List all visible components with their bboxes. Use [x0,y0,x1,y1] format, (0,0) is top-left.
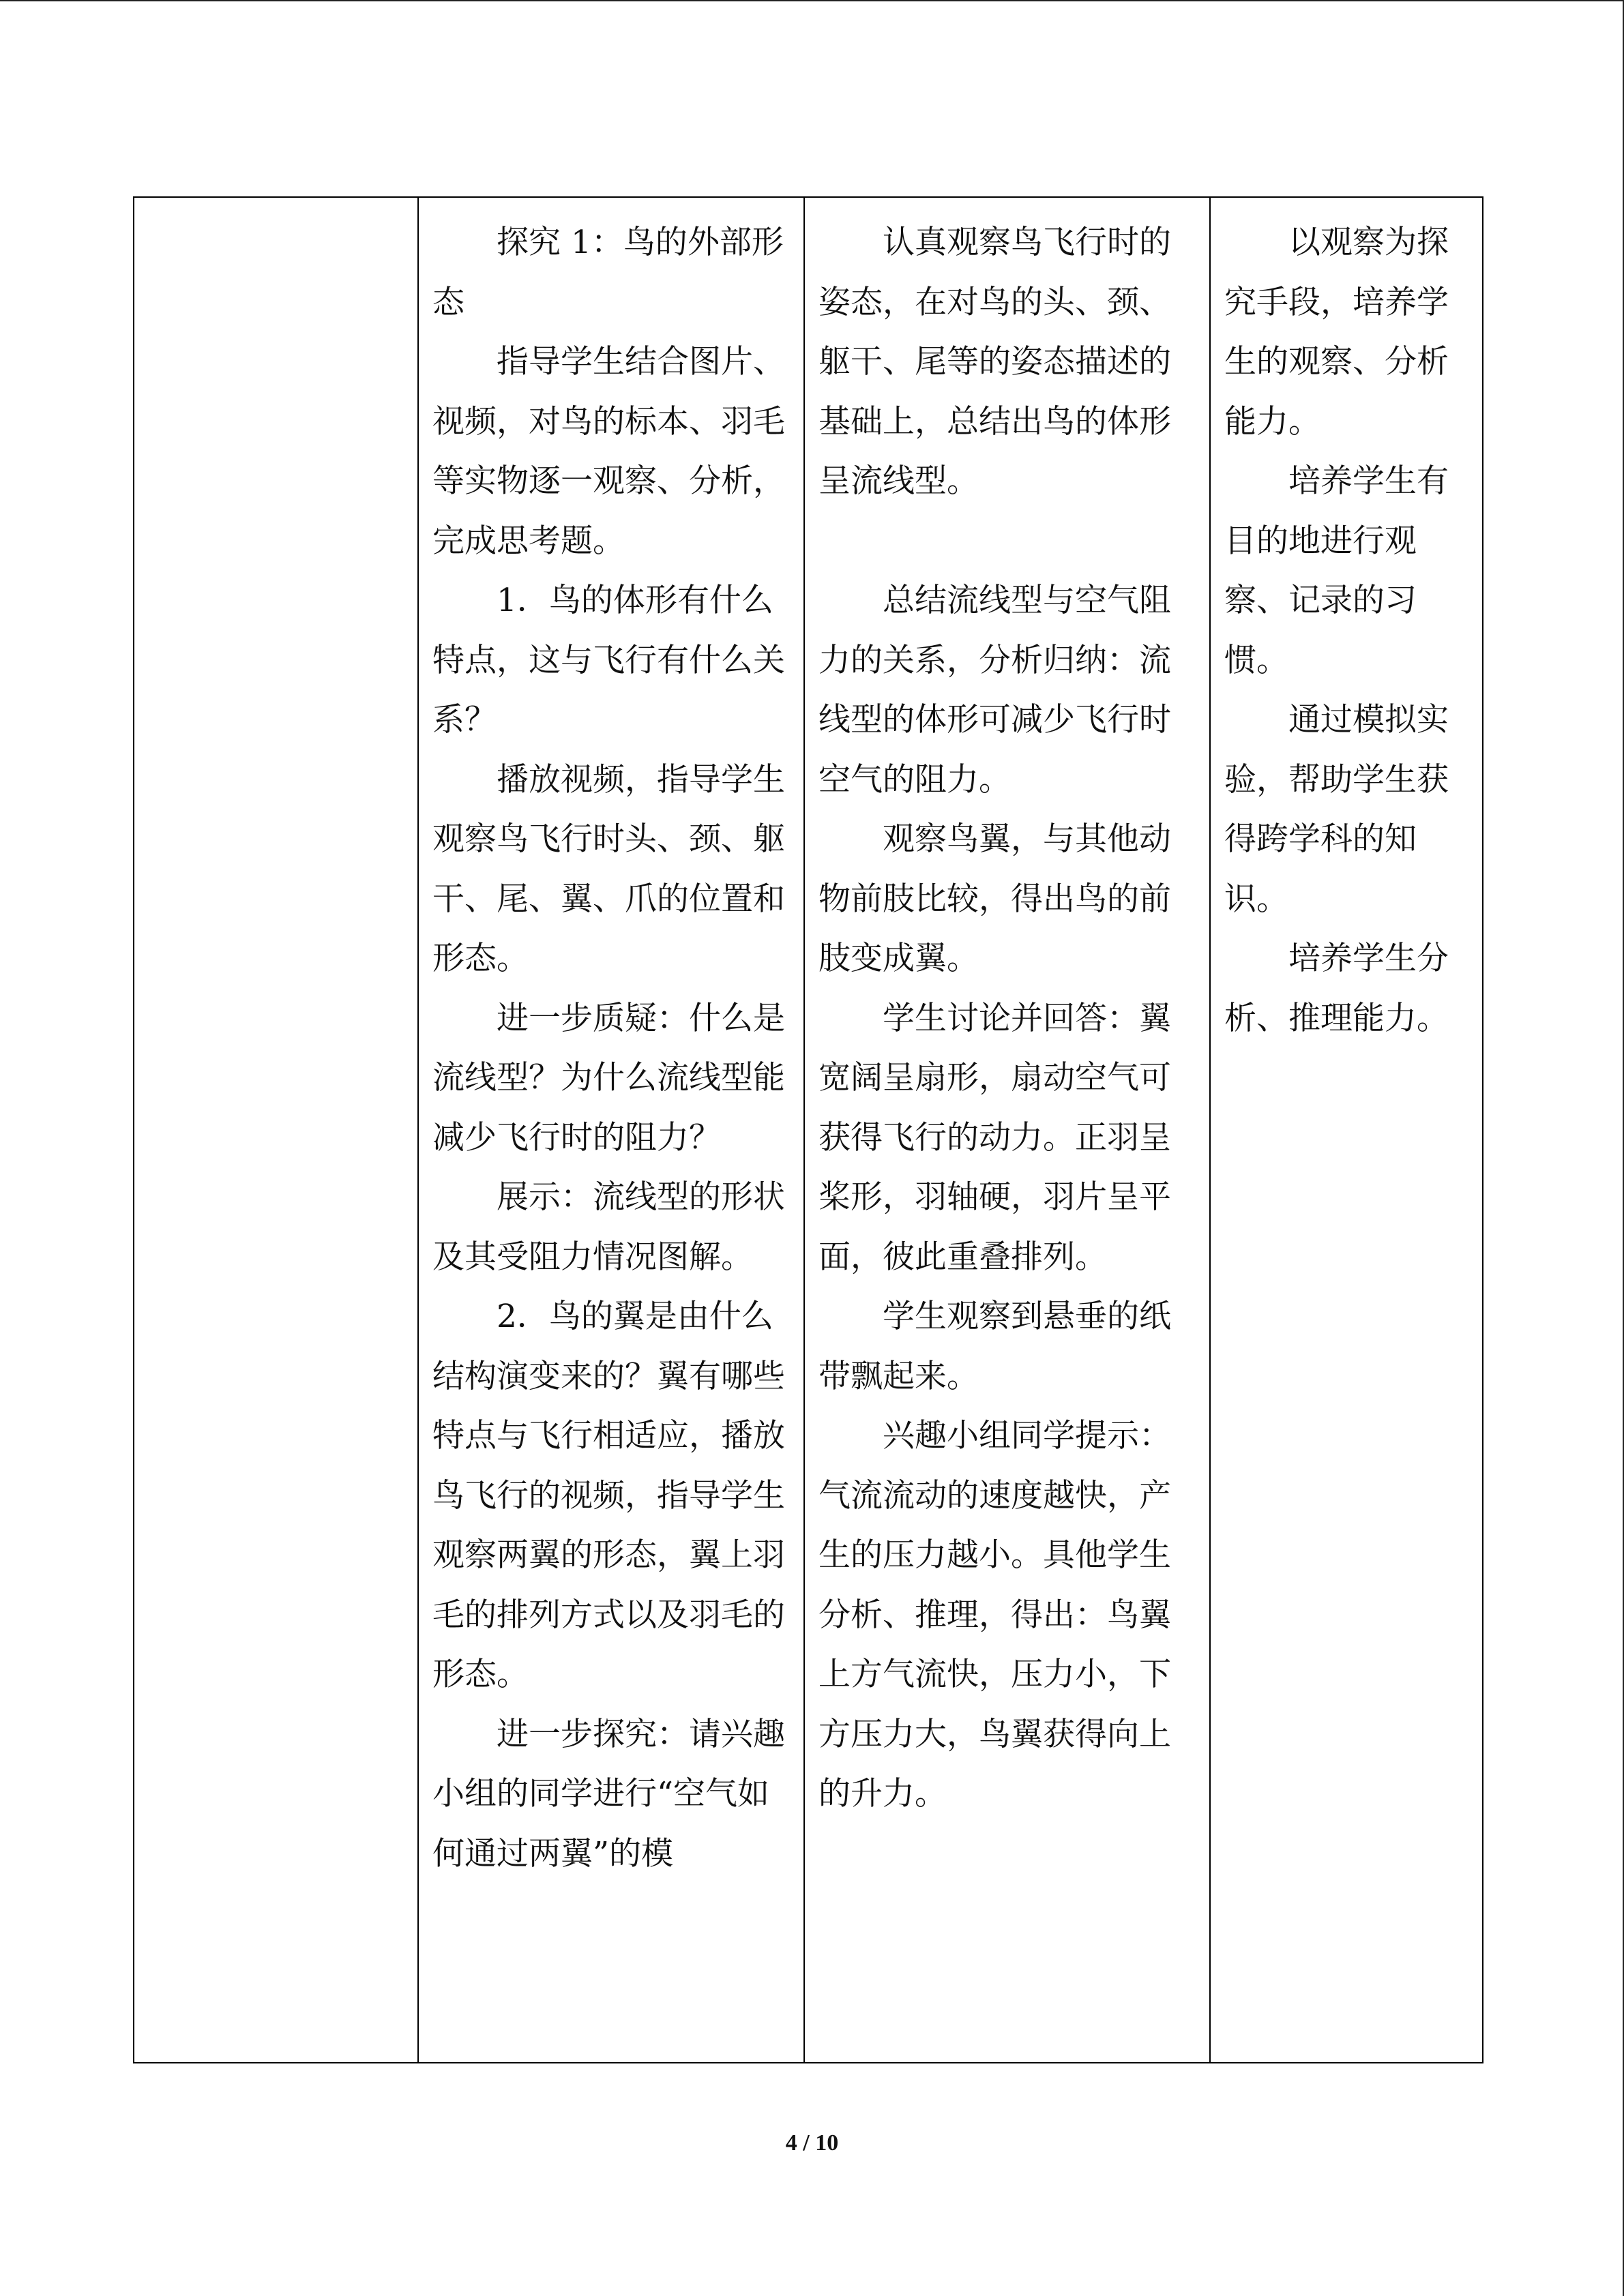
purpose-paragraph: 通过模拟实验，帮助学生获得跨学科的知识。 [1224,701,1449,918]
student-paragraph: 观察鸟翼，与其他动物前肢比较，得出鸟的前肢变成翼。 [818,820,1171,977]
student-paragraph: 认真观察鸟飞行时的姿态，在对鸟的头、颈、躯干、尾等的姿态描述的基础上，总结出鸟的体形呈流线型。 [818,224,1171,500]
table-row [134,197,1483,2063]
student-activity-cell [804,197,1210,2063]
stage-cell [134,197,418,2063]
teacher-paragraph: 1．鸟的体形有什么特点，这与飞行有什么关系？ [432,582,785,739]
purpose-paragraph: 以观察为探究手段，培养学生的观察、分析能力。 [1224,224,1449,441]
teacher-paragraph: 播放视频，指导学生观察鸟飞行时头、颈、躯干、尾、翼、爪的位置和形态。 [432,760,785,977]
teacher-paragraph: 探究 1：鸟的外部形态 [432,224,784,321]
lesson-plan-table [133,196,1483,2063]
design-purpose-cell [1210,197,1483,2063]
teacher-paragraph: 进一步探究：请兴趣小组的同学进行“空气如何通过两翼”的模 [432,1715,785,1873]
teacher-activity-cell [418,197,804,2063]
blank-line [818,511,1197,571]
student-paragraph: 兴趣小组同学提示：气流流动的速度越快，产生的压力越小。具他学生分析、推理，得出：鸟翼上方气流快，压力小，下方压力大，鸟翼获得向上的升力。 [818,1417,1171,1813]
teacher-paragraph: 进一步质疑：什么是流线型？为什么流线型能减少飞行时的阻力？ [432,999,785,1157]
purpose-paragraph: 培养学生分析、推理能力。 [1224,940,1449,1037]
teacher-paragraph: 指导学生结合图片、视频，对鸟的标本、羽毛等实物逐一观察、分析，完成思考题。 [432,343,785,560]
page-number: 4 / 10 [785,2130,839,2156]
student-paragraph: 总结流线型与空气阻力的关系，分析归纳：流线型的体形可减少飞行时空气的阻力。 [818,582,1171,799]
purpose-paragraph: 培养学生有目的地进行观察、记录的习惯。 [1224,462,1449,679]
teacher-paragraph: 展示：流线型的形状及其受阻力情况图解。 [432,1178,785,1276]
teacher-paragraph: 2．鸟的翼是由什么结构演变来的？翼有哪些特点与飞行相适应，播放鸟飞行的视频，指导学生观察两翼的形态，翼上羽毛的排列方式以及羽毛的形态。 [432,1298,785,1693]
student-paragraph: 学生观察到悬垂的纸带飘起来。 [818,1298,1171,1395]
student-paragraph: 学生讨论并回答：翼宽阔呈扇形，扇动空气可获得飞行的动力。正羽呈桨形，羽轴硬，羽片呈平面，彼此重叠排列。 [818,999,1171,1276]
top-border-line [0,0,1624,1]
